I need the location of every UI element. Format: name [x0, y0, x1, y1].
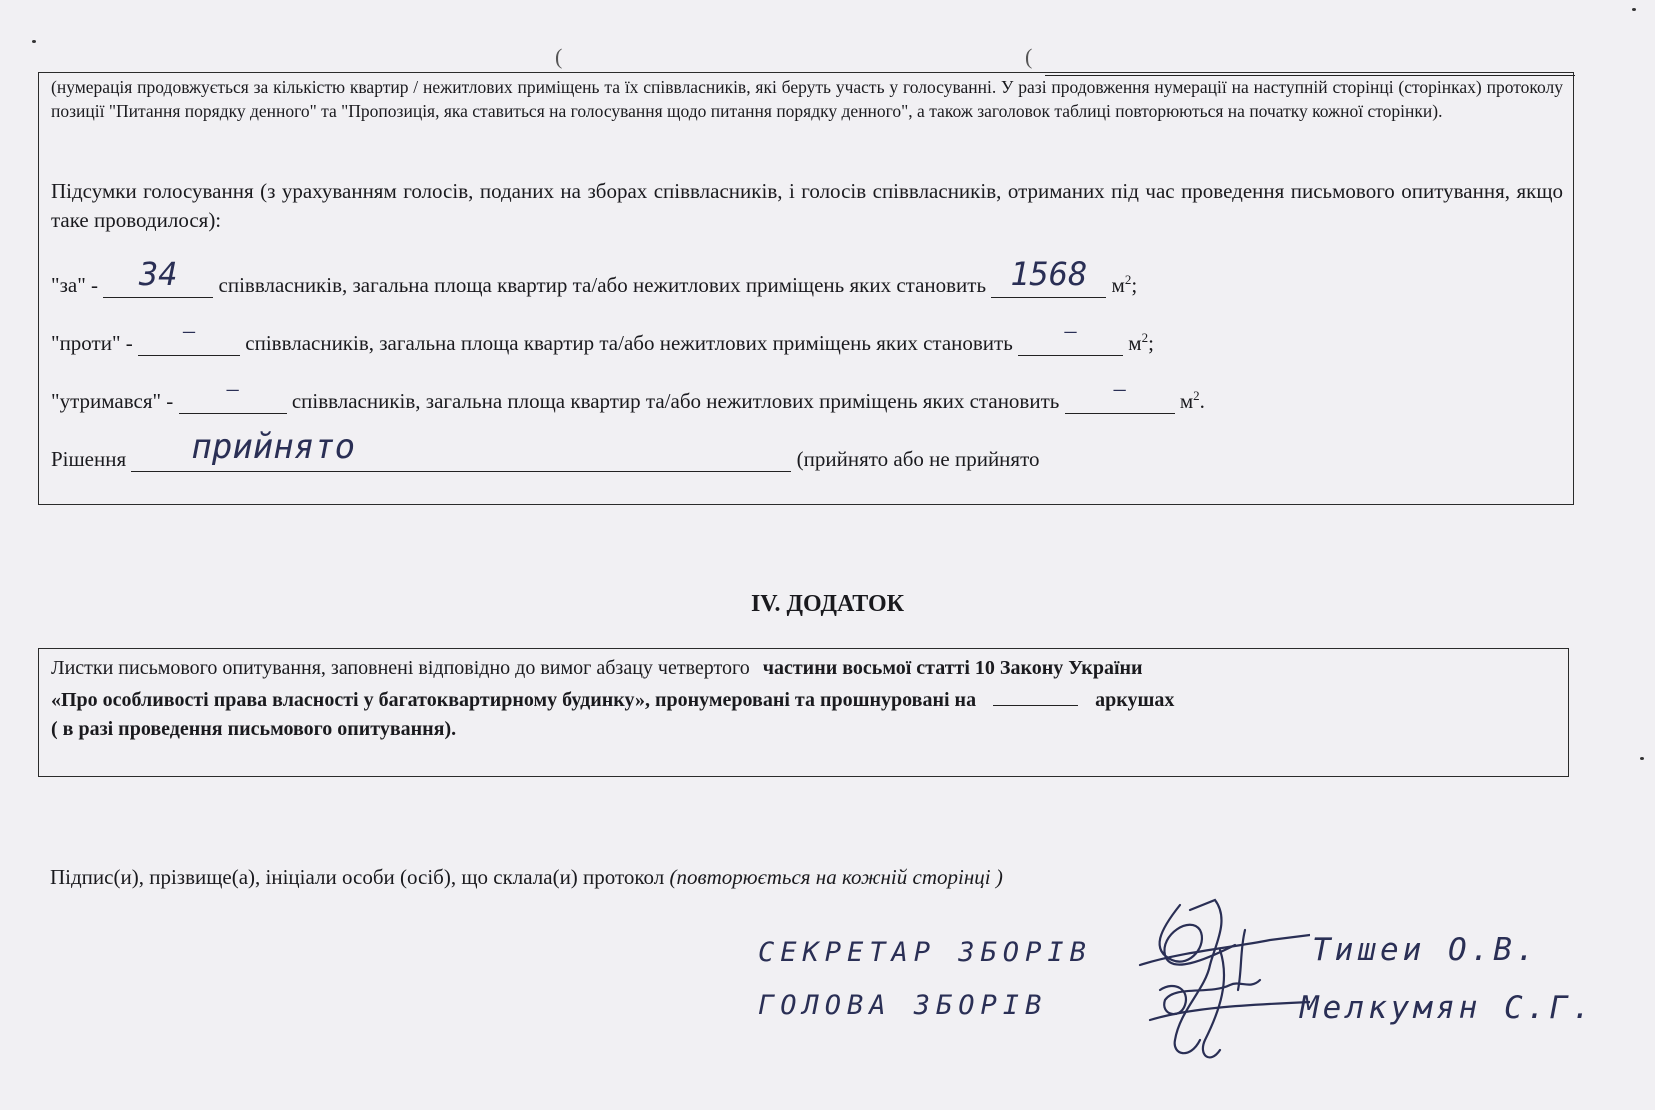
- appendix-law-title: «Про особливості права власності у багатоквартирному будинку», пронумеровані та прошнуровані на: [51, 689, 977, 711]
- row-end: ;: [1148, 331, 1154, 355]
- vote-middle-text: співвласників, загальна площа квартир та/або нежитлових приміщень яких становить: [245, 331, 1013, 355]
- decision-field: [131, 427, 791, 472]
- row-end: ;: [1131, 273, 1138, 297]
- decision-row: [51, 427, 1040, 473]
- top-mark-left: (: [555, 44, 563, 69]
- unit-exponent: 2: [1124, 272, 1132, 287]
- unit-exponent: 2: [1141, 330, 1149, 345]
- appendix-sheets-word: аркушах: [1095, 689, 1175, 711]
- appendix-title: IV. ДОДАТОК: [750, 591, 905, 617]
- vote-row-for: [51, 255, 1138, 299]
- area-field-against: [1018, 318, 1123, 356]
- appendix-line-1: [51, 657, 1143, 680]
- unit-exponent: 2: [1193, 388, 1200, 403]
- appendix-text-bold: частини восьмої статті 10 Закону України: [762, 657, 1143, 679]
- vote-results-box: [38, 72, 1574, 505]
- decision-hint: (прийнято або не прийнято: [796, 447, 1040, 471]
- signer-name-chair: Мелкумян С.Г.: [1300, 990, 1595, 1026]
- count-value-abstain: –: [226, 376, 239, 402]
- scan-speck: [1632, 8, 1636, 11]
- appendix-box: [38, 648, 1569, 777]
- row-end: .: [1199, 389, 1205, 413]
- scan-speck: [32, 40, 36, 43]
- decision-value: прийнято: [191, 427, 356, 467]
- count-field-for: [103, 255, 213, 298]
- area-value-against: –: [1064, 318, 1077, 344]
- vote-row-against: [51, 318, 1154, 357]
- vote-middle-text: співвласників, загальна площа квартир та/або нежитлових приміщень яких становить: [291, 389, 1060, 413]
- appendix-line-3: ( в разі проведення письмового опитування).: [51, 718, 457, 740]
- vote-label-against: "проти" -: [51, 331, 133, 355]
- unit-label: м: [1179, 389, 1194, 413]
- vote-label-abstain: "утримався" -: [51, 389, 174, 413]
- top-mark-right: (: [1025, 44, 1033, 69]
- sheets-blank: [993, 687, 1078, 706]
- count-value-for: 34: [139, 255, 178, 293]
- unit-label: м: [1128, 331, 1142, 355]
- signature-caption: [50, 865, 1003, 890]
- scan-speck: [1640, 757, 1644, 760]
- vote-middle-text: співвласників, загальна площа квартир та/або нежитлових приміщень яких становить: [218, 273, 987, 297]
- vote-label-for: "за" -: [51, 273, 99, 297]
- appendix-text-plain: Листки письмового опитування, заповнені відповідно до вимог абзацу четвертого: [51, 657, 750, 679]
- signature-scribble: [1120, 890, 1310, 1080]
- count-field-abstain: [179, 376, 287, 414]
- signature-caption-text: Підпис(и), прізвище(а), ініціали особи (осіб), що склала(и) протокол: [50, 865, 665, 889]
- unit-label: м: [1111, 273, 1125, 297]
- signer-name-secretary: Тишеи О.В.: [1312, 932, 1539, 968]
- count-field-against: [138, 318, 240, 356]
- vote-summary-text: Підсумки голосування (з урахуванням голосів, поданих на зборах співвласників, і голосів співвласників, отриманих під час проведення письмового опитування, якщо таке проводилося):: [51, 179, 1563, 232]
- count-value-against: –: [183, 318, 196, 344]
- signature-caption-note: (повторюється на кожній сторінці ): [669, 865, 1003, 889]
- numbering-note: (нумерація продовжується за кількістю квартир / нежитлових приміщень та їх співвласників, які беруть участь у голосуванні. У разі продовження нумерації на наступній сторінці (сторінках) протоколу позиції "Питання порядку денного" та "Пропозиція, яка ставиться на голосування щодо питання порядку денного", а також заголовок таблиці повторюються на початку кожної сторінки).: [51, 77, 1563, 121]
- appendix-line-2: [51, 687, 1174, 712]
- vote-row-abstain: [51, 376, 1205, 415]
- decision-label: Рішення: [51, 447, 127, 471]
- area-field-abstain: [1065, 376, 1175, 414]
- area-field-for: [991, 255, 1106, 298]
- area-value-abstain: –: [1113, 376, 1126, 402]
- signer-role-secretary: СЕКРЕТАР ЗБОРІВ: [758, 937, 1092, 968]
- signer-role-chair: ГОЛОВА ЗБОРІВ: [758, 990, 1048, 1021]
- area-value-for: 1568: [1010, 255, 1088, 293]
